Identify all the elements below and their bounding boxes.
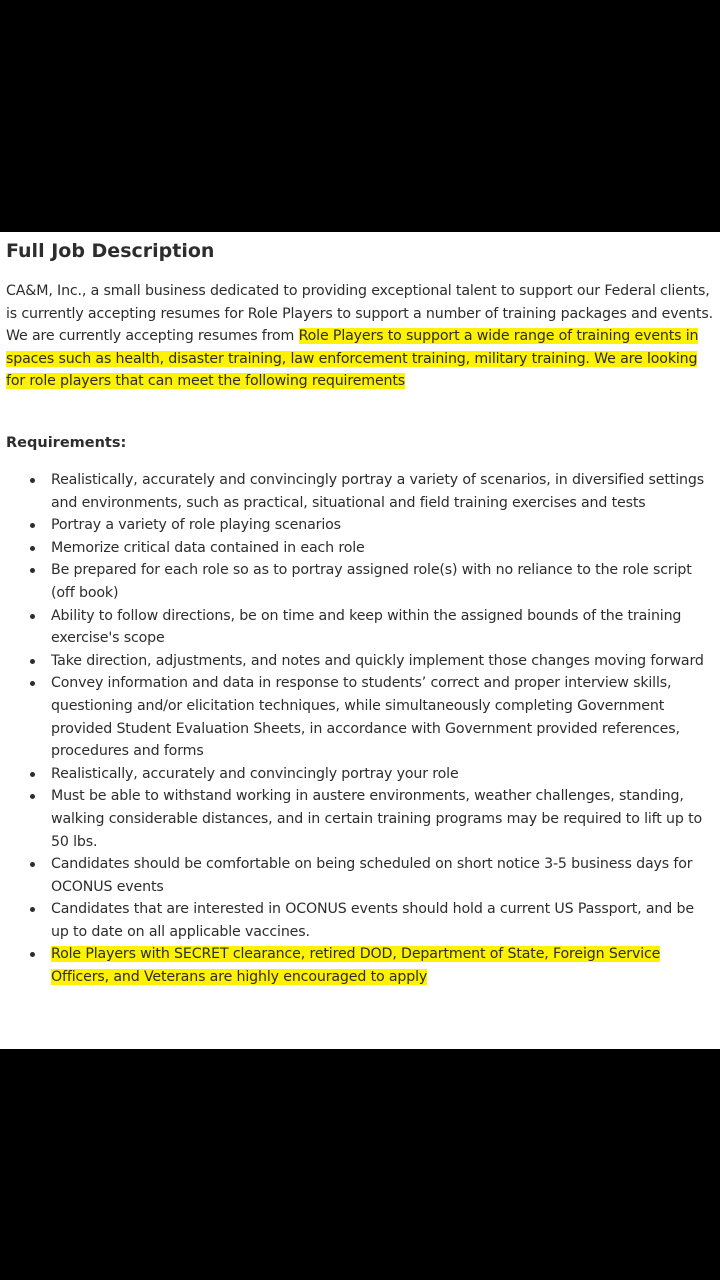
list-item (51, 514, 714, 537)
list-item-text: Be prepared for each role so as to portray assigned role(s) with no reliance to the role script (off book) (51, 562, 692, 601)
bullet-icon (30, 546, 35, 551)
page-title: Full Job Description (6, 240, 215, 262)
intro-paragraph (6, 280, 714, 393)
list-item (51, 605, 714, 650)
bullet-icon (30, 681, 35, 686)
list-item-text: Convey information and data in response to students’ correct and proper interview skills, questioning and/or elicitation techniques, while simultaneously completing Government provided Student Evaluation Sheets, in accordance with Government provided references, procedures and forms (51, 675, 680, 760)
bullet-icon (30, 952, 35, 957)
job-description-sheet (0, 232, 720, 1049)
list-item (51, 763, 714, 786)
list-item (51, 785, 714, 853)
list-item (51, 469, 714, 514)
list-item-text: Role Players with SECRET clearance, retired DOD, Department of State, Foreign Service Officers, and Veterans are highly encouraged to apply (51, 946, 661, 986)
list-item-text: Realistically, accurately and convincingly portray your role (51, 765, 459, 782)
list-item-text: Memorize critical data contained in each role (51, 539, 365, 556)
list-item (51, 650, 714, 673)
list-item (51, 672, 714, 762)
bullet-icon (30, 794, 35, 799)
bullet-icon (30, 568, 35, 573)
intro-text: CA&M, Inc., a small business dedicated to providing exceptional talent to support our Federal clients, is currently accepting resumes for Role Players to support a number of training packages and events. We are currently accepting resumes from (6, 283, 713, 344)
list-item-text: Candidates should be comfortable on being scheduled on short notice 3-5 business days for OCONUS events (51, 856, 693, 895)
list-item-text: Portray a variety of role playing scenarios (51, 517, 341, 534)
bullet-icon (30, 614, 35, 619)
bullet-icon (30, 478, 35, 483)
list-item (51, 559, 714, 604)
intro-highlighted-text: Role Players to support a wide range of training events in spaces such as health, disaster training, law enforcement training, military training. We are looking for role players that can meet the following requirements (6, 328, 699, 389)
bullet-icon (30, 862, 35, 867)
requirements-list (0, 469, 714, 989)
list-item-text: Must be able to withstand working in austere environments, weather challenges, standing, walking considerable distances, and in certain training programs may be required to lift up to 50 lbs. (51, 788, 703, 850)
bullet-icon (30, 659, 35, 664)
requirements-heading: Requirements: (6, 435, 127, 451)
list-item (51, 853, 714, 898)
list-item-text: Realistically, accurately and convincingly portray a variety of scenarios, in diversified settings and environments, such as practical, situational and field training exercises and tests (51, 472, 704, 511)
list-item (51, 898, 714, 943)
bullet-icon (30, 907, 35, 912)
list-item-text: Candidates that are interested in OCONUS events should hold a current US Passport, and be up to date on all applicable vaccines. (51, 901, 694, 940)
bullet-icon (30, 772, 35, 777)
bullet-icon (30, 523, 35, 528)
list-item-highlighted (51, 943, 714, 988)
list-item-text: Take direction, adjustments, and notes and quickly implement those changes moving forward (51, 652, 704, 669)
list-item-text: Ability to follow directions, be on time and keep within the assigned bounds of the training exercise's scope (51, 607, 682, 647)
list-item (51, 537, 714, 560)
